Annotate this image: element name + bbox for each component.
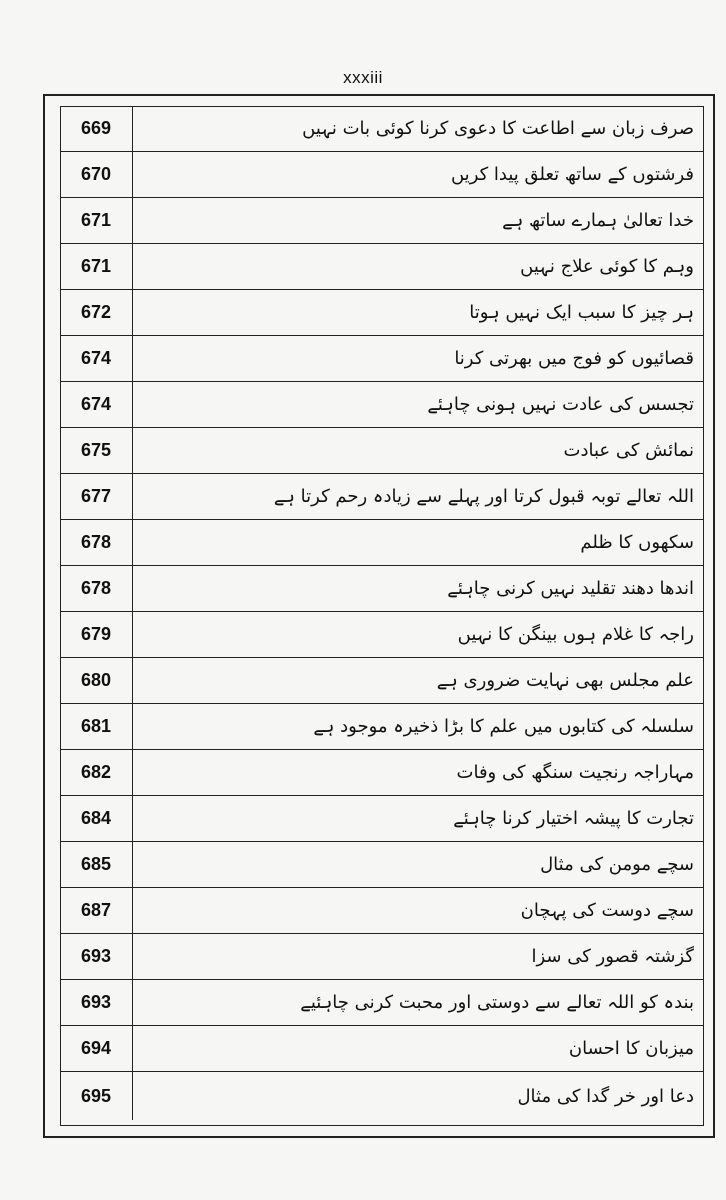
entry-page-number: 669 [60, 106, 133, 152]
table-row [60, 704, 704, 750]
entry-page-number: 672 [60, 290, 133, 336]
table-row [60, 796, 704, 842]
page-number: xxxiii [343, 68, 383, 87]
entry-title: صرف زبان سے اطاعت کا دعوی کرنا کوئی بات نہیں [133, 106, 705, 152]
table-row [60, 106, 704, 152]
entry-page-number: 675 [60, 428, 133, 474]
entry-title: نمائش کی عبادت [133, 428, 705, 474]
entry-page-number: 693 [60, 934, 133, 980]
table-row [60, 750, 704, 796]
table-row [60, 474, 704, 520]
entry-page-number: 684 [60, 796, 133, 842]
table-of-contents [60, 106, 704, 1120]
entry-title: راجہ کا غلام ہوں بینگن کا نہیں [133, 612, 705, 658]
entry-title: دعا اور خر گدا کی مثال [517, 1085, 694, 1107]
table-row [60, 980, 704, 1026]
entry-page-number: 680 [60, 658, 133, 704]
entry-title: ہر چیز کا سبب ایک نہیں ہوتا [133, 290, 705, 336]
table-row [60, 1026, 704, 1072]
entry-title: بندہ کو اللہ تعالے سے دوستی اور محبت کرنی چاہئیے [133, 980, 705, 1026]
entry-page-number: 678 [60, 520, 133, 566]
table-row [60, 290, 704, 336]
entry-page-number: 693 [60, 980, 133, 1026]
table-row [60, 1072, 704, 1121]
entry-page-number: 679 [60, 612, 133, 658]
entry-page-number: 674 [60, 382, 133, 428]
entry-page-number: 670 [60, 152, 133, 198]
table-row [60, 612, 704, 658]
entry-title: سلسلہ کی کتابوں میں علم کا بڑا ذخیرہ موجود ہے [133, 704, 705, 750]
entry-title: علم مجلس بھی نہایت ضروری ہے [133, 658, 705, 704]
table-row [60, 336, 704, 382]
table-row [60, 244, 704, 290]
entry-title: قصائیوں کو فوج میں بھرتی کرنا [133, 336, 705, 382]
table-row [60, 658, 704, 704]
table-row [60, 888, 704, 934]
entry-page-number: 694 [60, 1026, 133, 1072]
entry-page-number: 682 [60, 750, 133, 796]
entry-title: سچے دوست کی پہچان [133, 888, 705, 934]
entry-page-number: 681 [60, 704, 133, 750]
entry-page-number: 687 [60, 888, 133, 934]
entry-title: خدا تعالیٰ ہمارے ساتھ ہے [133, 198, 705, 244]
entry-title: تجسس کی عادت نہیں ہونی چاہئے [133, 382, 705, 428]
entry-title: سکھوں کا ظلم [133, 520, 705, 566]
entry-title: مہاراجہ رنجیت سنگھ کی وفات [133, 750, 705, 796]
entry-title: اللہ تعالے توبہ قبول کرتا اور پہلے سے زیادہ رحم کرتا ہے [133, 474, 705, 520]
entry-title: فرشتوں کے ساتھ تعلق پیدا کریں [133, 152, 705, 198]
entry-title: میزبان کا احسان [133, 1026, 705, 1072]
table-row [60, 566, 704, 612]
table-row [60, 152, 704, 198]
entry-title: اندھا دھند تقلید نہیں کرنی چاہئے [133, 566, 705, 612]
entry-page-number: 671 [60, 244, 133, 290]
entry-title: گزشتہ قصور کی سزا [133, 934, 705, 980]
entry-title: تجارت کا پیشہ اختیار کرنا چاہئے [133, 796, 705, 842]
table-row [60, 382, 704, 428]
entry-page-number: 674 [60, 336, 133, 382]
entry-page-number: 671 [60, 198, 133, 244]
table-row [60, 198, 704, 244]
entry-title: وہم کا کوئی علاج نہیں [133, 244, 705, 290]
table-row [60, 520, 704, 566]
entry-page-number: 678 [60, 566, 133, 612]
entry-page-number: 685 [60, 842, 133, 888]
table-row [60, 842, 704, 888]
table-row [60, 934, 704, 980]
entry-page-number: 677 [60, 474, 133, 520]
table-row [60, 428, 704, 474]
entry-page-number: 695 [60, 1072, 133, 1121]
entry-title: سچے مومن کی مثال [133, 842, 705, 888]
